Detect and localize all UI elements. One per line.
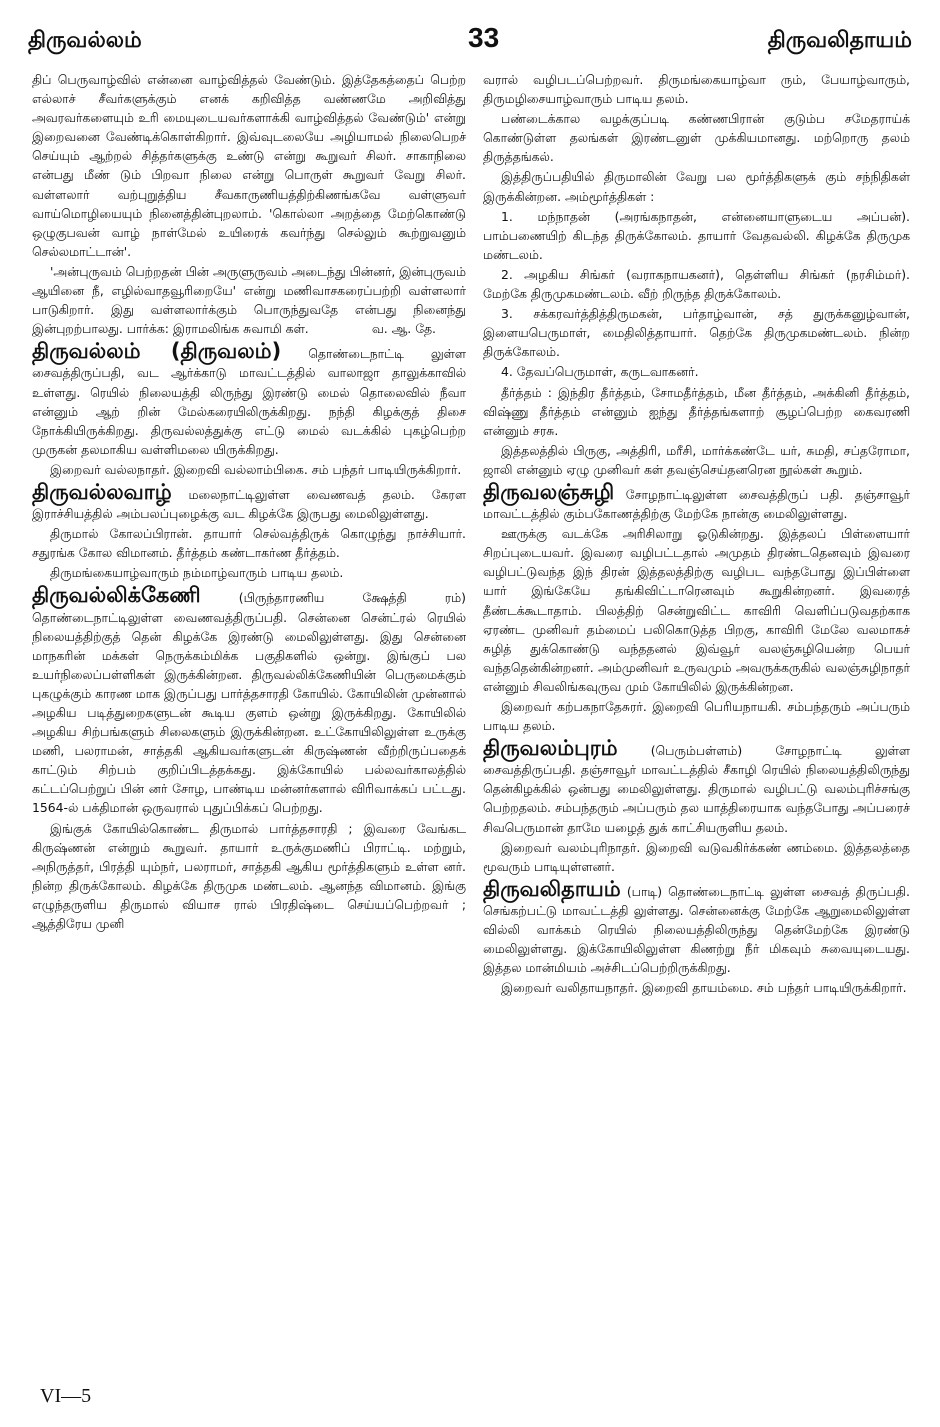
entry-tiruvallikkeni (32, 583, 466, 817)
entry-body: மலைநாட்டிலுள்ள வைணவத் தலம். கேரள இராச்சியத்தில் அம்பலப்புழைக்கு வட கிழக்கே இருபது மைலிலுள்ளது. (32, 486, 466, 522)
entry-tiruvallam (32, 339, 466, 459)
entry-title: திருவல்லிக்கேணி (32, 583, 201, 608)
entry-title: திருவல்லவாழ் (32, 479, 172, 504)
list-item: 4. தேவப்பெருமாள், கருடவாகனர். (501, 364, 699, 380)
paragraph: பண்டைக்கால வழக்குப்படி கண்ணபிரான் குடும்ப சமேதராய்க் கொண்டுள்ள தலங்கள் இரண்டனுள் முக்கியமானது. மற்றொரு தலம் திருத்தங்கல். (483, 111, 910, 165)
paragraph: திப் பெருவாழ்வில் என்னை வாழ்வித்தல் வேண்டும். இத்தேகத்தைப் பெற்ற எல்லாச் சீவர்களுக்கும் எனக் கறிவித்த வண்ணமே அறிவித்து அவரவர்களையும் உரி மையுடையவர்களாக்கி வாழ்வித்தல் வேண்டும்' என்று இறைவனை வேண்டிக்கொள்கிறார். இவ்வுடலையே அழியாமல் நிலைபெறச் செய்யும் ஆற்றல் சித்தர்களுக்கு உண்டு என்று கூறுவர் சிலர். சாகாநிலை என்பது மீண் டும் பிறவா நிலை என்று பொருள் கூறுவர் வேறு சிலர். வள்ளலார் வற்புறுத்திய சீவகாருணியத்திற்கிணங்கவே வள்ளுவர் வாய்மொழியையும் நினைத்தின்புறலாம். 'கொல்லா அறத்தை மேற்கொண்டு ஒழுகுபவன் வாழ் நாள்மேல் உயிரைக் கவர்ந்து செல்லும் கூற்றுவனும் செல்லமாட்டான்'. (32, 72, 466, 259)
paragraph: இறைவர் வலிதாயநாதர். இறைவி தாயம்மை. சம் பந்தர் பாடியிருக்கிறார். (501, 980, 907, 996)
paragraph: இங்குக் கோயில்கொண்ட திருமால் பார்த்தசாரதி ; இவரை வேங்கட கிருஷ்ணன் என்றும் கூறுவர். தாயார் உருக்குமணிப் பிராட்டி. மற்றும், அநிருத்தர், பிரத்தி யும்நர், பலராமர், சாத்தகி ஆகிய மூர்த்திகளும் உள்ள னர். நின்ற திருக்கோலம். கிழக்கே திருமுக மண்டலம். ஆனந்த விமானம். இங்கு எழுந்தருளிய திருமால் வியாச ரால் பிரதிஷ்டை செய்யப்பெற்றவர் ; ஆத்திரேய முனி (32, 820, 466, 932)
entry-title: திருவல்லம் (திருவலம்) (32, 339, 282, 364)
author-initials: வ. ஆ. தே. (371, 321, 436, 337)
paragraph: இறைவர் கற்பகநாதேசுரர். இறைவி பெரியநாயகி. சம்பந்தரும் அப்பரும் பாடிய தலம். (483, 699, 910, 734)
entry-tiruvallavazh (32, 480, 466, 523)
entry-body: (பெரும்பள்ளம்) சோழநாட்டி லுள்ள சைவத்திருப்பதி. தஞ்சாவூர் மாவட்டத்தில் சீகாழி ரெயில் நிலையத்திலிருந்து தென்கிழக்கில் ஒன்பது மைலிலுள்ளது. திருமால் வழிபட்டு வலம்புரிச்சங்கு பெற்றதலம். சம்பந்தரும் அப்பரும் தல யாத்திரையாக வந்தபோது அப்பரைச் சிவபெருமான் தாமே யழைத் துக் காட்சியருளிய தலம். (483, 743, 910, 835)
paragraph: இறைவர் வல்லநாதர். இறைவி வல்லாம்பிகை. சம் பந்தர் பாடியிருக்கிறார். (50, 461, 462, 477)
right-column (483, 70, 910, 998)
entry-tiruvalanjuzhi (483, 480, 910, 523)
page-number: 33 (468, 22, 500, 53)
entry-title: திருவலம்புரம் (483, 736, 618, 761)
paragraph: ஊருக்கு வடக்கே அரிசிலாறு ஓடுகின்றது. இத்தலப் பிள்ளையார் சிறப்புடையவர். இவரை வழிபட்டதால் அமுதம் திரண்டதெனவும் இவரை வழிபட்டுவந்த இந் திரன் இத்தலத்திற்கு வழிபட வந்தபோது இப்பிள்ளை யார் இங்கேயே தங்கிவிட்டாரெனவும் கூறுகின்றனர். இவரைத் தீண்டக்கூடாதாம். பிலத்திற் சென்றுவிட்ட காவிரி வெளிப்படுவதற்காக ஏரண்ட முனிவர் தம்மைப் பலிகொடுத்த பிறகு, காவிரி மேலே வலமாகச் சுழித் துக்கொண்டு வந்ததனல் இவ்வூர் வலஞ்சுழியென்ற பெயர் வந்ததென்கின்றனர். அம்முனிவர் உருவமும் அவருக்கருகில் வலஞ்சுழிநாதர் என்னும் சிவலிங்கவுருவ மும் கோயிலில் இருக்கின்றன. (483, 526, 910, 694)
entry-title: திருவலிதாயம் (483, 876, 621, 901)
paragraph: இத்தலத்தில் பிருகு, அத்திரி, மரீசி, மார்க்கண்டே யர், சுமதி, சப்தரோமா, ஜாலி என்னும் ஏழு முனிவர் கள் தவஞ்செய்தனரென நூல்கள் கூறும். (483, 442, 910, 477)
entry-tiruvalithayam (483, 877, 910, 977)
entry-body: தொண்டைநாட்டி லுள்ள சைவத்திருப்பதி, வட ஆர்க்காடு மாவட்டத்தில் வாலாஜா தாலுக்காவில் உள்ளது. ரெயில் நிலையத்தி லிருந்து இரண்டு மைல் தொலைவில் நீவா என்னும் ஆற் றின் மேல்கரையிலிருக்கிறது. நந்தி கிழக்குத் திசை நோக்கியிருக்கிறது. திருவல்லத்துக்கு எட்டு மைல் வடக்கில் புகழ்பெற்ற முருகன் தலமாகிய வள்ளிமலை யிருக்கிறது. (32, 346, 466, 457)
paragraph (32, 262, 466, 338)
header-right-guideword: திருவலிதாயம் (767, 28, 912, 53)
list-item: 1. மந்நாதன் (அரங்கநாதன், என்னையாளுடைய அப்பன்). பாம்பணையிற் கிடந்த திருக்கோலம். தாயார் வேதவல்லி. கிழக்கே திருமுக மண்டலம். (483, 208, 910, 262)
header-left-guideword: திருவல்லம் (28, 28, 142, 53)
entry-title: திருவலஞ்சுழி (483, 479, 615, 504)
signature-mark: VI—5 (40, 1385, 92, 1407)
entry-tiruvalampuram (483, 736, 910, 836)
paragraph: தீர்த்தம் : இந்திர தீர்த்தம், சோமதீர்த்தம், மீன தீர்த்தம், அக்கினி தீர்த்தம், விஷ்ணு தீர்த்தம் என்னும் ஐந்து தீர்த்தங்களாற் சூழப்பெற்ற கைவரணி என்னும் சரசு. (483, 384, 910, 438)
page-header (28, 22, 912, 62)
entry-body: சோழநாட்டிலுள்ள சைவத்திருப் பதி. தஞ்சாவூர் மாவட்டத்தில் கும்பகோணத்திற்கு மேற்கே நான்கு மைலிலுள்ளது. (483, 486, 910, 522)
paragraph: இறைவர் வலம்புரிநாதர். இறைவி வடுவகிர்க்கண் ணம்மை. இத்தலத்தை மூவரும் பாடியுள்ளனர். (483, 839, 910, 874)
paragraph: வரால் வழிபடப்பெற்றவர். திருமங்கையாழ்வா ரும், பேயாழ்வாரும், திருமழிசையாழ்வாரும் பாடிய தலம். (483, 72, 910, 107)
entry-body: (பிருந்தாரணிய க்ஷேத்தி ரம்) தொண்டைநாட்டிலுள்ள வைணவத்திருப்பதி. சென்னை சென்ட்ரல் ரெயில் நிலையத்திற்குத் தென் கிழக்கே இரண்டு மைலிலுள்ளது. இது சென்னை மாநகரின் மக்கள் நெருக்கம்மிக்க பகுதிகளில் ஒன்று. இங்குப் பல உயர்நிலைப்பள்ளிகள் இருக்கின்றன. திருவல்லிக்கேணியின் பெருமைக்கும் புகழுக்கும் காரண மாக இருப்பது பார்த்தசாரதி கோயில். கோயிலின் முன்னால் அழகிய படித்துறைகளுடன் கூடிய குளம் ஒன்று இருக்கிறது. கோயிலில் அழகிய சிற்பங்களும் சிலைகளும் இருக்கின்றன. உட்கோயிலிலுள்ள உருக்கு மணி, பலராமன், சாத்தகி ஆகியவர்களுடன் கிருஷ்ணன் வீற்றிருப்பதைக் காட்டும் சிற்பம் குறிப்பிடத்தக்கது. இக்கோயில் பல்லவர்காலத்தில் கட்டப்பெற்றுப் பின் னர் சோழ, பாண்டிய மன்னர்களால் விரிவாக்கப் பட்டது. 1564-ல் பக்திமான் ஒருவரால் புதுப்பிக்கப் பெற்றது. (32, 590, 466, 816)
list-item: 2. அழகிய சிங்கர் (வராகநாயகனர்), தெள்ளிய சிங்கர் (நரசிம்மர்). மேற்கே திருமுகமண்டலம். வீற் றிருந்த திருக்கோலம். (483, 266, 910, 302)
paragraph: திருமங்கையாழ்வாரும் நம்மாழ்வாரும் பாடிய தலம். (50, 565, 344, 581)
left-column (32, 70, 466, 934)
paragraph: இத்திருப்பதியில் திருமாலின் வேறு பல மூர்த்திகளுக் கும் சந்நிதிகள் இருக்கின்றன. அம்மூர்த்திகள் : (483, 169, 910, 204)
list-item: 3. சக்கரவர்த்தித்திருமகன், பர்தாழ்வான், சத் துருக்கனுழ்வான், இளையபெருமாள், மைதிலித்தாயார். தெற்கே திருமுகமண்டலம். நின்ற திருக்கோலம். (483, 306, 910, 360)
paragraph: திருமால் கோலப்பிரான். தாயார் செல்வத்திருக் கொழுந்து நாச்சியார். சதுரங்க கோல விமானம். தீர்த்தம் கண்டாகர்ண தீர்த்தம். (32, 526, 466, 561)
entry-body: (பாடி) தொண்டைநாட்டி லுள்ள சைவத் திருப்பதி. செங்கற்பட்டு மாவட்டத்தி லுள்ளது. சென்னைக்கு மேற்கே ஆறுமைலிலுள்ள வில்லி வாக்கம் ரெயில் நிலையத்திலிருந்து தென்மேற்கே இரண்டு மைலிலுள்ளது. இக்கோயிலிலுள்ள கிணற்று நீர் மிகவும் சுவையுடையது. இத்தல மான்மியம் அச்சிடப்பெற்றிருக்கிறது. (483, 883, 910, 976)
paragraph-text: 'அன்புருவம் பெற்றதன் பின் அருளுருவம் அடைந்து பின்னர், இன்புருவம் ஆயினை நீ, எழில்வாதவூரிறையே' என்று மணிவாசகரைப்பற்றி வள்ளலார் பாடுகிறார். இது வள்ளலார்க்கும் பொருந்துவதே என்பது நினைந்து இன்புறற்பாலது. பார்க்க: இராமலிங்க சுவாமி கள். (32, 263, 466, 337)
